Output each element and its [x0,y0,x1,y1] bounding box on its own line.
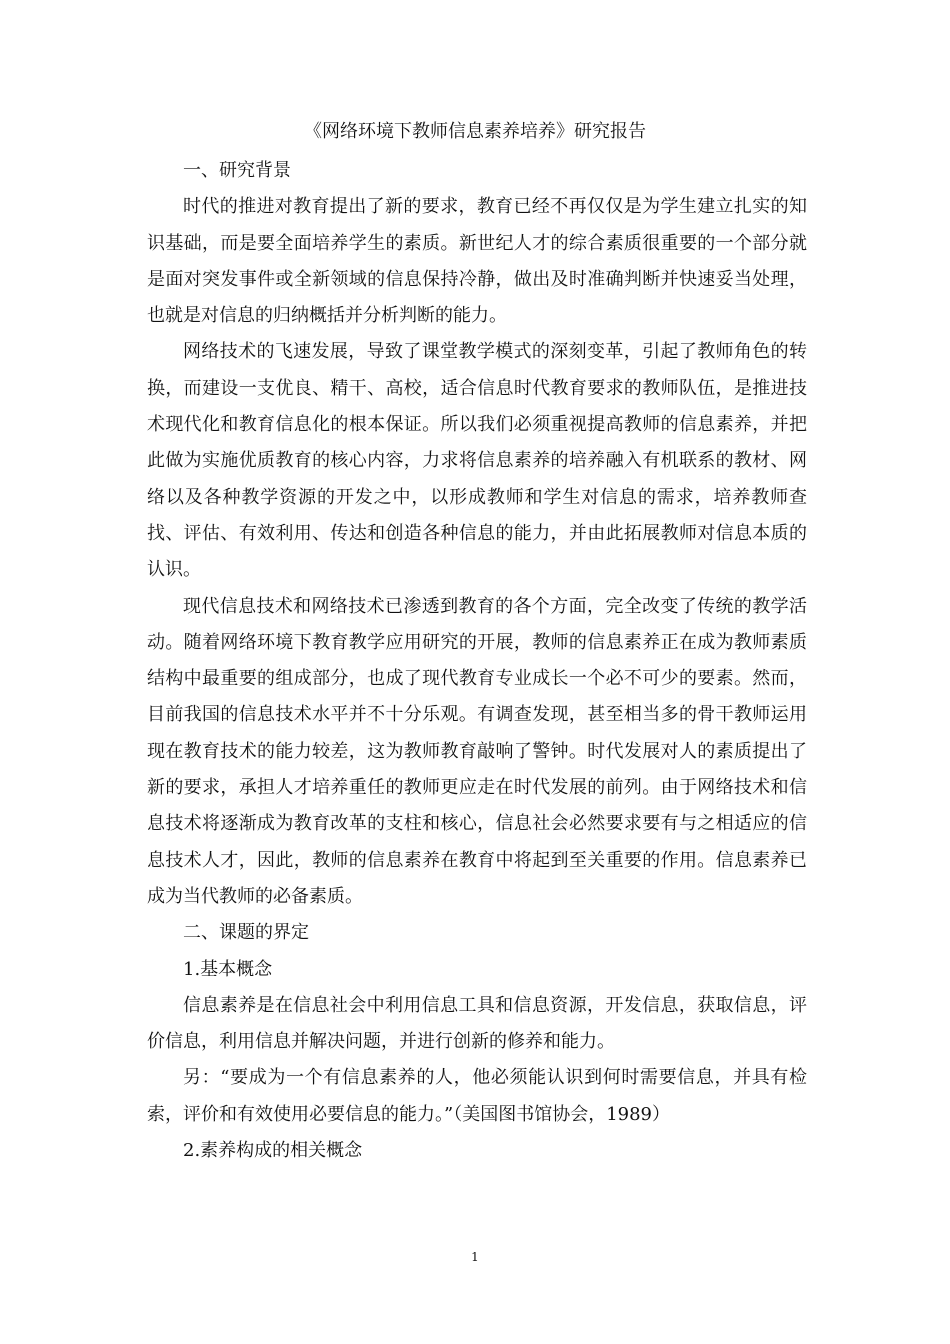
body-paragraph: 时代的推进对教育提出了新的要求，教育已经不再仅仅是为学生建立扎实的知识基础，而是要全面培养学生的素质。新世纪人才的综合素质很重要的一个部分就是面对突发事件或全新领域的信息保持冷静，做出及时准确判断并快速妥当处理，也就是对信息的归纳概括并分析判断的能力。 [147,196,807,327]
section-heading-topic-definition: 二、课题的界定 [183,922,309,944]
subsection-heading-related-concepts: 2.素养构成的相关概念 [183,1140,363,1162]
body-paragraph-quote: 另：“要成为一个有信息素养的人，他必须能认识到何时需要信息，并具有检索，评价和有效使用必要信息的能力。”（美国图书馆协会，1989） [147,1067,807,1125]
document-title: 《网络环境下教师信息素养培养》研究报告 [304,121,646,142]
body-paragraph: 网络技术的飞速发展，导致了课堂教学模式的深刻变革，引起了教师角色的转换，而建设一支优良、精干、高校，适合信息时代教育要求的教师队伍，是推进技术现代化和教育信息化的根本保证。所以我们必须重视提高教师的信息素养，并把此做为实施优质教育的核心内容，力求将信息素养的培养融入有机联系的教材、网络以及各种教学资源的开发之中，以形成教师和学生对信息的需求，培养教师查找、评估、有效利用、传达和创造各种信息的能力，并由此拓展教师对信息本质的认识。 [147,341,807,581]
body-paragraph: 现代信息技术和网络技术已渗透到教育的各个方面，完全改变了传统的教学活动。随着网络环境下教育教学应用研究的开展，教师的信息素养正在成为教师素质结构中最重要的组成部分，也成了现代教育专业成长一个必不可少的要素。然而，目前我国的信息技术水平并不十分乐观。有调查发现，甚至相当多的骨干教师运用现在教育技术的能力较差，这为教师教育敲响了警钟。时代发展对人的素质提出了新的要求，承担人才培养重任的教师更应走在时代发展的前列。由于网络技术和信息技术将逐渐成为教育改革的支柱和核心，信息社会必然要求要有与之相适应的信息技术人才，因此，教师的信息素养在教育中将起到至关重要的作用。信息素养已成为当代教师的必备素质。 [147,595,807,907]
page-number: 1 [471,1250,479,1264]
body-paragraph: 信息素养是在信息社会中利用信息工具和信息资源，开发信息，获取信息，评价信息，利用信息并解决问题，并进行创新的修养和能力。 [147,994,807,1053]
subsection-heading-basic-concept: 1.基本概念 [183,958,273,980]
section-heading-research-background: 一、研究背景 [183,160,291,181]
document-body [147,153,807,1169]
